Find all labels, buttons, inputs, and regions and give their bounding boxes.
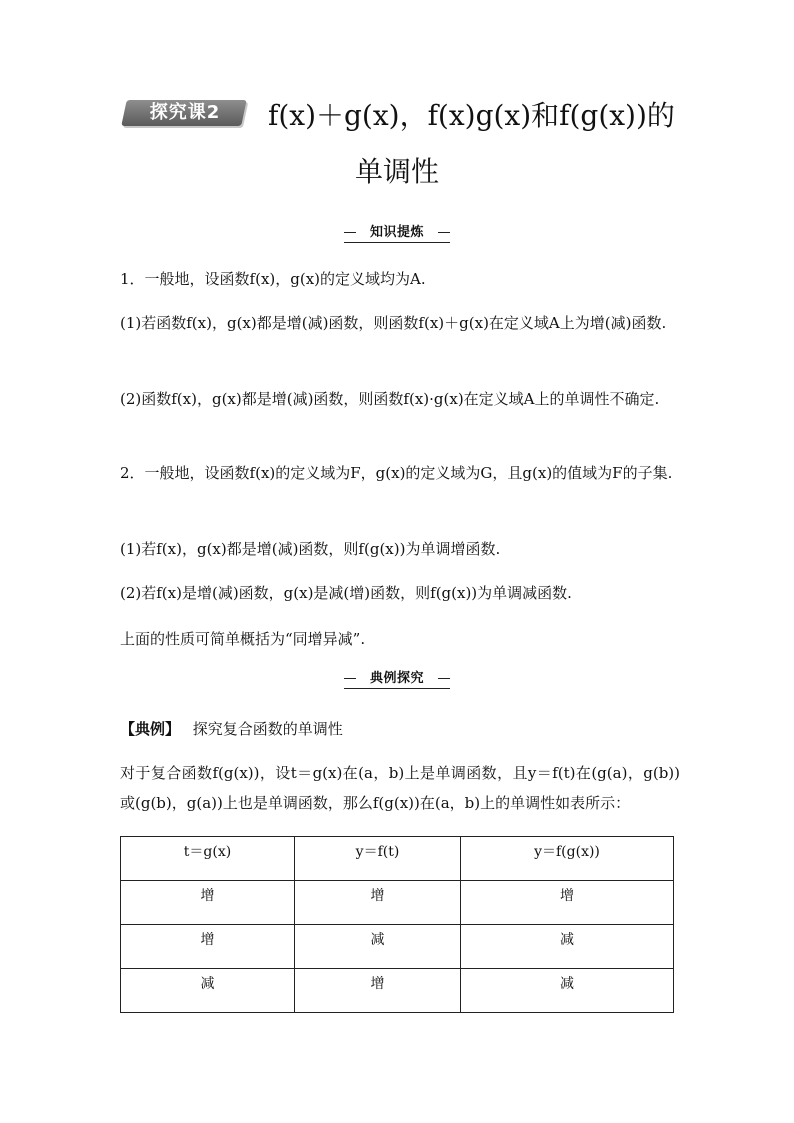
- bracket-line-right: [438, 232, 450, 233]
- table-header-cell: y＝f(g(x)): [461, 837, 674, 881]
- section-label-knowledge: [344, 224, 450, 243]
- table-cell: 增: [295, 969, 461, 1013]
- example-tag: 【典例】: [120, 720, 181, 738]
- example-heading: [120, 714, 680, 744]
- table-cell: 增: [121, 881, 295, 925]
- table-row: [121, 881, 674, 925]
- monotonicity-table: [120, 836, 674, 1013]
- table-row: [121, 969, 674, 1013]
- table-cell: 增: [295, 881, 461, 925]
- knowledge-point-1-1: (1)若函数f(x)，g(x)都是增(减)函数，则函数f(x)＋g(x)在定义域A上为增(减)函数.: [120, 314, 667, 332]
- knowledge-point-2-1: (1)若f(x)，g(x)都是增(减)函数，则f(g(x))为单调增函数.: [120, 540, 501, 558]
- knowledge-summary: 上面的性质可简单概括为“同增异减”.: [120, 630, 366, 648]
- knowledge-point-1-2: (2)函数f(x)，g(x)都是增(减)函数，则函数f(x)·g(x)在定义域A上的单调性不确定.: [120, 390, 660, 408]
- page-title-line1: f(x)＋g(x)，f(x)g(x)和f(g(x))的: [268, 99, 675, 132]
- knowledge-point-2: 2．一般地，设函数f(x)的定义域为F，g(x)的定义域为G，且g(x)的值域为F的子集.: [120, 464, 673, 482]
- section-label-examples: [344, 670, 450, 689]
- bracket-line-right: [438, 678, 450, 679]
- bracket-line-left: [344, 678, 356, 679]
- table-cell: 减: [121, 969, 295, 1013]
- table-header-cell: t＝g(x): [121, 837, 295, 881]
- example-body: 对于复合函数f(g(x))，设t＝g(x)在(a，b)上是单调函数，且y＝f(t)在(g(a)，g(b))或(g(b)，g(a))上也是单调函数，那么f(g(x))在(a，b)上的单调性如表所示：: [120, 764, 680, 812]
- table-cell: 增: [121, 925, 295, 969]
- table-cell: 减: [295, 925, 461, 969]
- section-label-text: 知识提炼: [369, 225, 424, 240]
- table-row: [121, 925, 674, 969]
- knowledge-point-2-2: (2)若f(x)是增(减)函数，g(x)是减(增)函数，则f(g(x))为单调减函数.: [120, 584, 572, 602]
- table-header-cell: y＝f(t): [295, 837, 461, 881]
- table-cell: 减: [461, 969, 674, 1013]
- table-cell: 增: [461, 881, 674, 925]
- table-cell: 减: [461, 925, 674, 969]
- knowledge-point-1: 1．一般地，设函数f(x)，g(x)的定义域均为A.: [120, 270, 426, 288]
- bracket-line-left: [344, 232, 356, 233]
- table-header-row: [121, 837, 674, 881]
- lesson-badge: 探究课2: [149, 102, 221, 123]
- example-title: 探究复合函数的单调性: [192, 720, 343, 738]
- page-title-line2: 单调性: [354, 155, 439, 188]
- section-label-text: 典例探究: [369, 671, 424, 686]
